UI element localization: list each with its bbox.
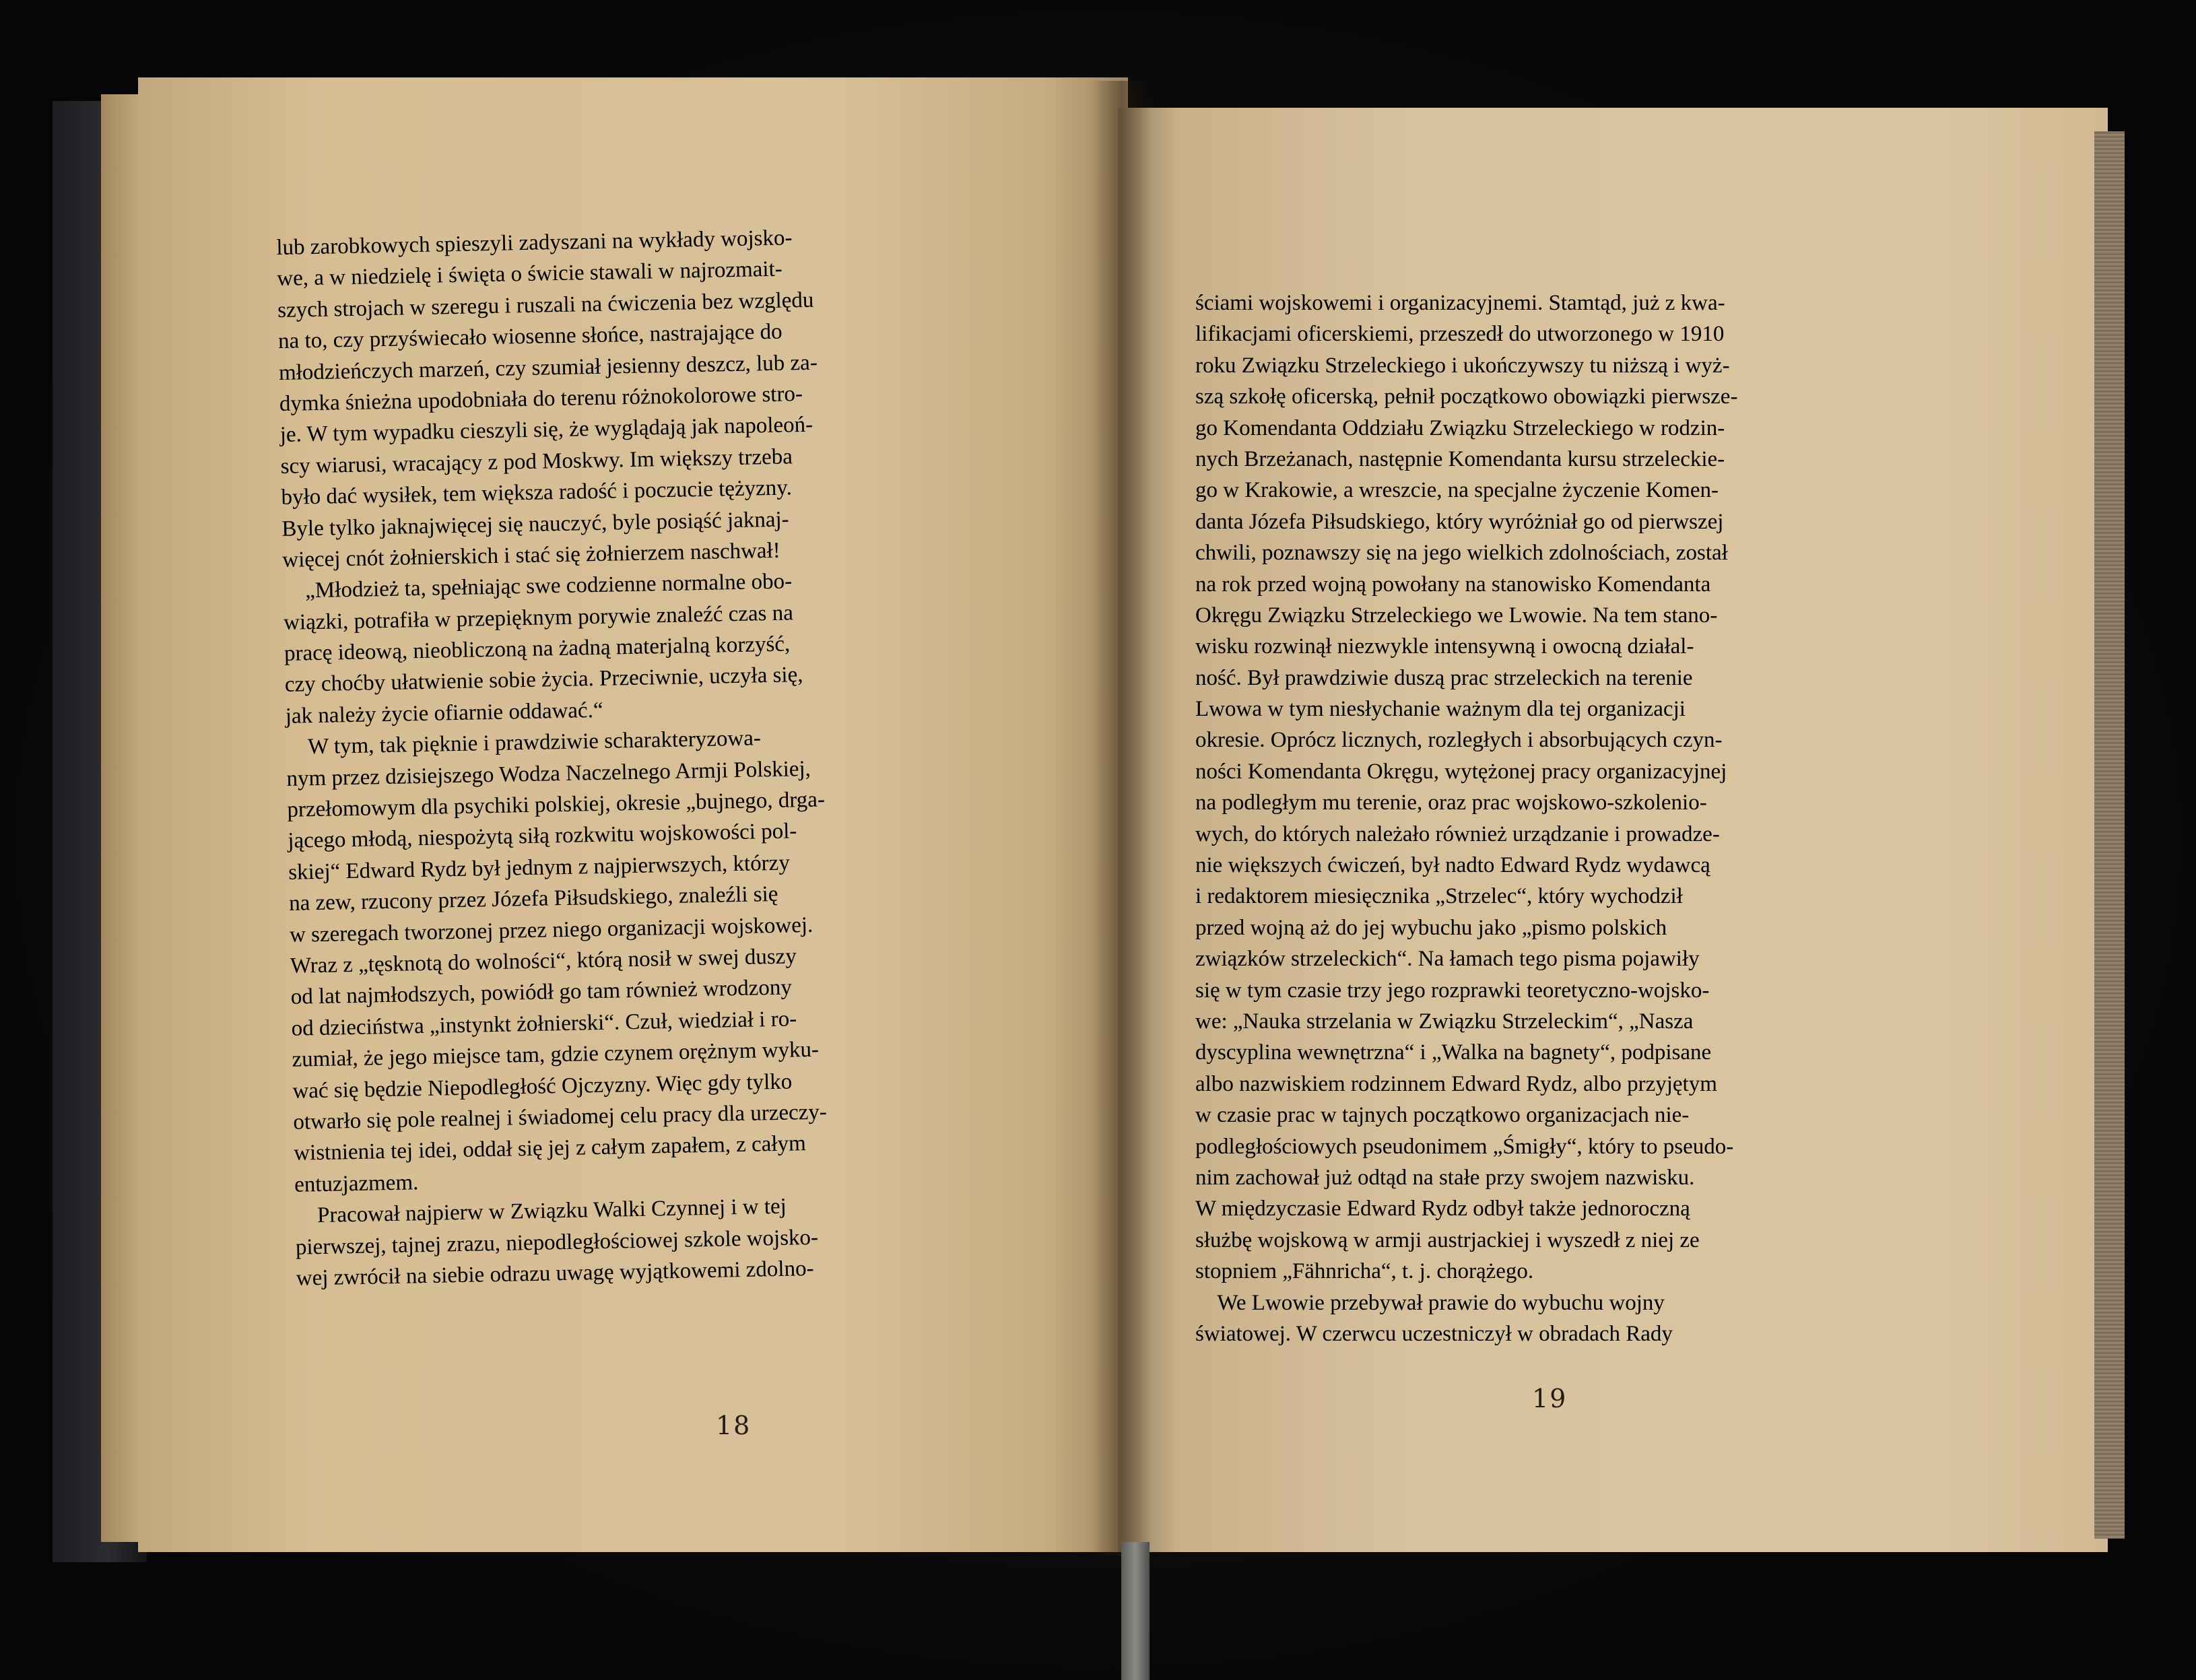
text-line: we, a w niedzielę i święta o świcie stawali w najrozmait- [276, 257, 783, 292]
text-line: służbę wojskową w armji austrjackiej i wyszedł z niej ze [1195, 1228, 1700, 1252]
text-line: albo nazwiskiem rodzinnem Edward Rydz, albo przyjętym [1195, 1071, 1717, 1096]
text-line: W międzyczasie Edward Rydz odbył także jednoroczną [1195, 1197, 1690, 1221]
text-line: scy wiarusi, wracający z pod Moskwy. Im większy trzeba [280, 444, 793, 479]
text-line: było dać wysiłek, tem większa radość i poczucie tężyzny. [281, 475, 793, 510]
text-line: okresie. Oprócz licznych, rozległych i absorbujących czyn- [1195, 728, 1723, 753]
text-line: więcej cnót żołnierskich i stać się żołnierzem naschwał! [282, 538, 781, 572]
text-line: na to, czy przyświecało wiosenne słońce, nastrajające do [277, 319, 783, 354]
left-page-number: 18 [716, 1411, 752, 1440]
text-line: nie większych ćwiczeń, był nadto Edward Rydz wydawcą [1195, 853, 1710, 878]
text-line: pracę ideową, nieobliczoną na żadną materjalną korzyść, [284, 632, 791, 666]
text-line: przełomowym dla psychiki polskiej, okresie „bujnego, drga- [287, 787, 826, 822]
text-line: jak należy życie ofiarnie oddawać.“ [285, 698, 603, 729]
text-line: nim zachował już odtąd na stałe przy swojem nazwisku. [1195, 1165, 1695, 1190]
text-line: jącego młodą, niespożytą siłą rozkwitu wojskowości pol- [288, 819, 797, 854]
text-line: nych Brzeżanach, następnie Komendanta kursu strzeleckie- [1195, 446, 1725, 471]
text-line: entuzjazmem. [294, 1170, 419, 1197]
text-line: we: „Nauka strzelania w Związku Strzeleckim“, „Nasza [1195, 1009, 1694, 1034]
text-line: wych, do których należało również urządzanie i prowadze- [1195, 821, 1720, 846]
text-line: od lat najmłodszych, powiódł go tam również wrodzony [290, 975, 793, 1010]
text-line: We Lwowie przebywał prawie do wybuchu wojny [1195, 1290, 1665, 1315]
text-line: Lwowa w tym niesłychanie ważnym dla tej organizacji [1195, 697, 1686, 722]
text-line: wistnienia tej idei, oddał się jej z całym zapałem, z całym [293, 1131, 807, 1166]
text-line: szą szkołę oficerską, pełnił początkowo obowiązki pierwsze- [1195, 384, 1738, 409]
text-line: stopniem „Fähnricha“, t. j. chorążego. [1195, 1259, 1534, 1284]
text-line: „Młodzież ta, spełniając swe codzienne normalne obo- [282, 569, 793, 604]
text-line: chwili, poznawszy się na jego wielkich zdolnościach, został [1195, 541, 1728, 566]
text-line: ność. Był prawdziwie duszą prac strzeleckich na terenie [1195, 665, 1693, 690]
text-line: na rok przed wojną powołany na stanowisko Komendanta [1195, 572, 1711, 597]
text-line: czy choćby ułatwienie sobie życia. Przeciwnie, uczyła się, [284, 663, 803, 698]
text-line: zumiał, że jego miejsce tam, gdzie czynem orężnym wyku- [292, 1037, 820, 1072]
text-line: otwarło się pole realnej i świadomej celu pracy dla urzeczy- [293, 1100, 828, 1135]
text-line: skiej“ Edward Rydz był jednym z najpierwszych, którzy [288, 850, 791, 885]
text-line: na zew, rzucony przez Józefa Piłsudskiego, znaleźli się [288, 882, 778, 916]
book-gutter [1091, 81, 1152, 1555]
text-line: Byle tylko jaknajwięcej się nauczyć, byle posiąść jaknaj- [281, 506, 789, 541]
text-line: od dzieciństwa „instynkt żołnierski“. Czuł, wiedział i ro- [291, 1007, 797, 1041]
text-line: światowej. W czerwcu uczestniczył w obradach Rady [1195, 1321, 1673, 1346]
text-line: W tym, tak pięknie i prawdziwie scharakteryzowa- [286, 726, 762, 760]
text-line: podległościowych pseudonimem „Śmigły“, który to pseudo- [1195, 1134, 1734, 1159]
text-line: szych strojach w szeregu i ruszali na ćwiczenia bez względu [277, 288, 814, 323]
text-line: danta Józefa Piłsudskiego, który wyróżniał go od pierwszej [1195, 509, 1724, 534]
text-line: dymka śnieżna upodobniała do terenu różnokolorowe stro- [279, 381, 803, 416]
text-line: ności Komendanta Okręgu, wytężonej pracy organizacyjnej [1195, 759, 1727, 784]
text-line: w szeregach tworzonej przez niego organizacji wojskowej. [289, 912, 813, 947]
text-line: wać się będzie Niepodległość Ojczyzny. Więc gdy tylko [292, 1069, 793, 1104]
text-line: roku Związku Strzeleckiego i ukończywszy tu niższą i wyż- [1195, 353, 1730, 378]
text-line: na podległym mu terenie, oraz prac wojskowo-szkolenio- [1195, 791, 1707, 815]
text-line: przed wojną aż do jej wybuchu jako „pismo polskich [1195, 915, 1667, 940]
text-line: ściami wojskowemi i organizacyjnemi. Stamtąd, już z kwa- [1195, 291, 1725, 315]
text-line: Okręgu Związku Strzeleckiego we Lwowie. Na tem stano- [1195, 603, 1718, 628]
text-line: lub zarobkowych spieszyli zadyszani na wykłady wojsko- [276, 226, 793, 260]
text-line: wej zwrócił na siebie odrazu uwagę wyjątkowemi zdolno- [296, 1256, 814, 1291]
page-edges-right [2094, 131, 2125, 1539]
text-line: pierwszej, tajnej zrazu, niepodległościowej szkole wojsko- [295, 1225, 819, 1260]
text-line: i redaktorem miesięcznika „Strzelec“, który wychodził [1195, 884, 1683, 909]
right-page-text [1195, 288, 1889, 1349]
text-line: nym przez dzisiejszego Wodza Naczelnego Armji Polskiej, [286, 756, 811, 791]
text-line: go w Krakowie, a wreszcie, na specjalne życzenie Komen- [1195, 478, 1719, 503]
text-line: lifikacjami oficerskiemi, przeszedł do utworzonego w 1910 [1195, 322, 1725, 347]
right-page-number: 19 [1532, 1384, 1568, 1413]
bookmark-ribbon [1121, 1542, 1150, 1680]
text-line: go Komendanta Oddziału Związku Strzeleckiego w rodzin- [1195, 415, 1725, 440]
text-line: wiązki, potrafiła w przepięknym porywie znaleźć czas na [283, 601, 794, 635]
text-line: wisku rozwinął niezwykle intensywną i owocną działal- [1195, 634, 1694, 659]
text-line: związków strzeleckich“. Na łamach tego pisma pojawiły [1195, 947, 1700, 972]
left-page-text [276, 217, 1104, 1294]
text-line: dyscyplina wewnętrzna“ i „Walka na bagnety“, podpisane [1195, 1040, 1712, 1065]
text-line: młodzieńczych marzeń, czy szumiał jesienny deszcz, lub za- [278, 350, 818, 385]
text-line: się w tym czasie trzy jego rozprawki teoretyczno-wojsko- [1195, 978, 1710, 1003]
text-line: Pracował najpierw w Związku Walki Czynnej i w tej [294, 1194, 787, 1228]
text-line: je. W tym wypadku cieszyli się, że wyglądają jak napoleoń- [279, 413, 813, 448]
text-line: w czasie prac w tajnych początkowo organizacjach nie- [1195, 1103, 1690, 1128]
text-line: Wraz z „tęsknotą do wolności“, którą nosił w swej duszy [290, 944, 797, 978]
